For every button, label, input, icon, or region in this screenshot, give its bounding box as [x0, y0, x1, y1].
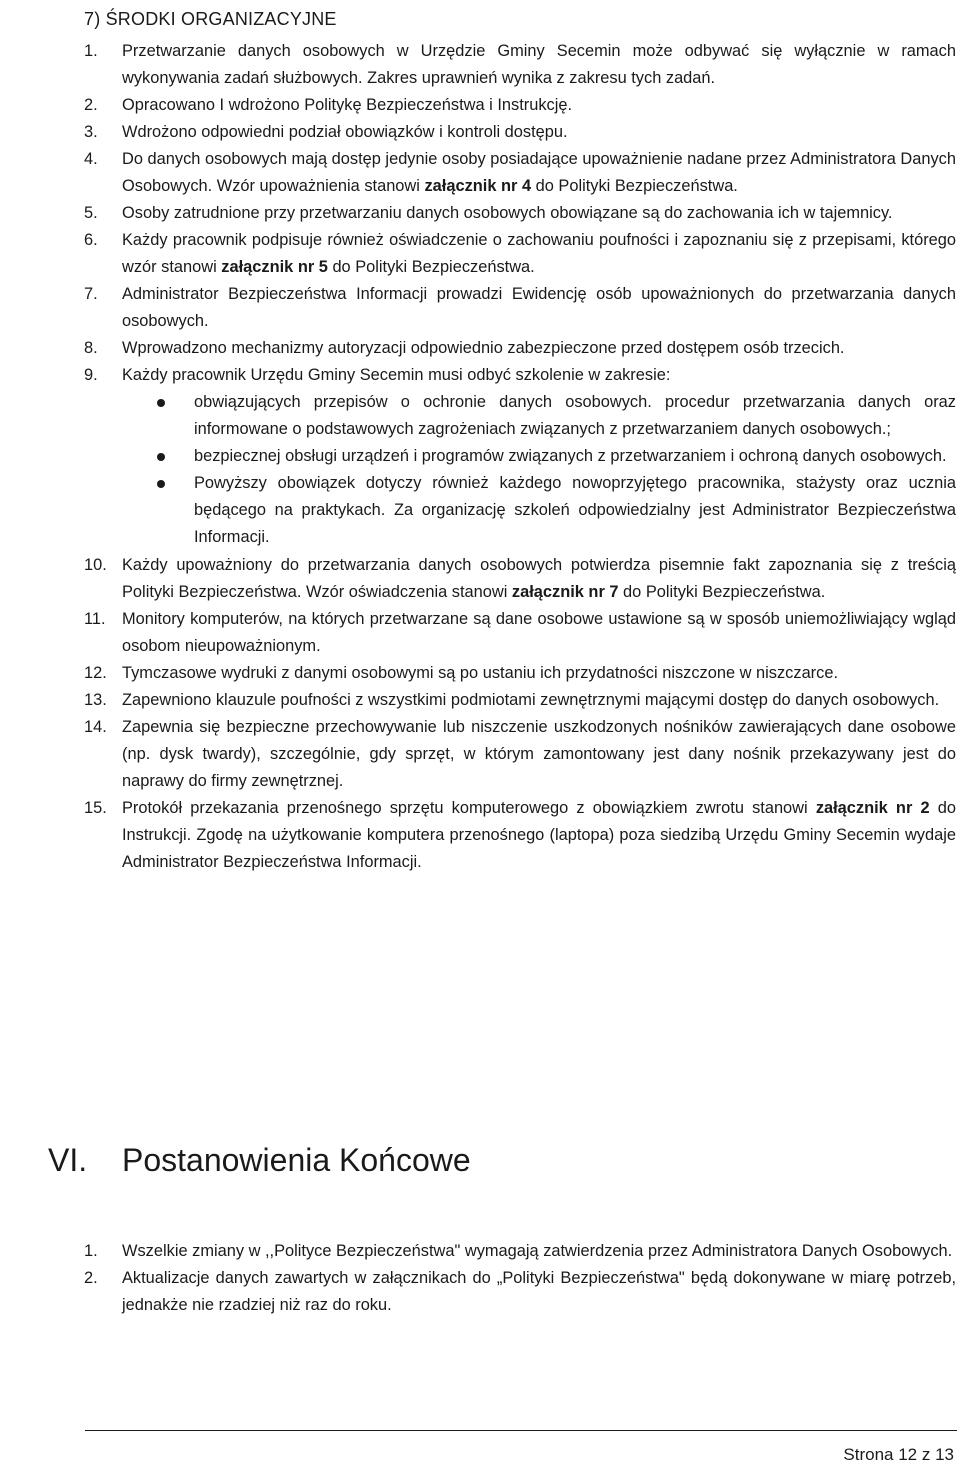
- list-item: [0, 38, 960, 92]
- list-item: [0, 227, 960, 281]
- item-number: 1.: [84, 1242, 98, 1260]
- item-text-continued: do Polityki Bezpieczeństwa.: [531, 177, 738, 195]
- item-number: 10.: [84, 556, 107, 574]
- item-text-continued: do Polityki Bezpieczeństwa.: [327, 258, 535, 276]
- item-number: 9.: [84, 366, 98, 384]
- bullet-item: [122, 443, 956, 470]
- item-text: Każdy upoważniony do przetwarzania danych osobowych potwierdza pisemnie fakt zapoznania się z treścią Polityki Bezpieczeństwa. Wzór oświadczenia stanowi: [122, 556, 956, 601]
- list-item: [0, 281, 960, 335]
- item-number: 5.: [84, 204, 98, 222]
- item-number: 2.: [84, 96, 98, 114]
- list-item: [0, 92, 960, 119]
- attachment-reference: załącznik nr 7: [511, 583, 619, 601]
- bullet-icon: [157, 453, 165, 461]
- item-text: Tymczasowe wydruki z danymi osobowymi są po ustaniu ich przydatności niszczone w niszczarce.: [122, 664, 839, 682]
- chapter-heading: [48, 1138, 471, 1182]
- list-item: [0, 1238, 960, 1265]
- final-provisions-list: [0, 1238, 960, 1319]
- item-text: Protokół przekazania przenośnego sprzętu komputerowego z obowiązkiem zwrotu stanowi: [122, 799, 816, 817]
- attachment-reference: załącznik nr 2: [815, 799, 930, 817]
- item-number: 1.: [84, 42, 98, 60]
- item-text: Do danych osobowych mają dostęp jedynie osoby posiadające upoważnienie nadane przez Administratora Danych Osobowych. Wzór upoważnienia stanowi: [122, 150, 956, 195]
- item-number: 2.: [84, 1269, 98, 1287]
- item-text: Monitory komputerów, na których przetwarzane są dane osobowe ustawione są w sposób uniemożliwiający wgląd osobom nieupoważnionym.: [122, 610, 956, 655]
- attachment-reference: załącznik nr 4: [424, 177, 532, 195]
- list-item: [0, 552, 960, 606]
- list-item: [0, 795, 960, 876]
- item-number: 15.: [84, 799, 107, 817]
- item-number: 8.: [84, 339, 98, 357]
- bullet-text: Powyższy obowiązek dotyczy również każdego nowoprzyjętego pracownika, stażysty oraz ucznia będącego na praktykach. Za organizację szkoleń odpowiedzialny jest Administrator Bezpieczeństwa Informacji.: [194, 474, 956, 546]
- list-item: [0, 687, 960, 714]
- item-number: 4.: [84, 150, 98, 168]
- footer-divider: [85, 1430, 957, 1431]
- item-text-continued: do Instrukcji. Zgodę na użytkowanie komputera przenośnego (laptopa) poza siedzibą Urzędu Gminy Secemin wydaje Administrator Bezpieczeństwa Informacji.: [122, 799, 956, 871]
- list-item: [0, 146, 960, 200]
- section-heading: 7) ŚRODKI ORGANIZACYJNE: [84, 9, 337, 29]
- item-number: 14.: [84, 718, 107, 736]
- item-text: Zapewnia się bezpieczne przechowywanie lub niszczenie uszkodzonych nośników zawierających dane osobowe (np. dysk twardy), szczególnie, gdy sprzęt, w którym zamontowany jest dany nośnik przekazywany jest do naprawy do firmy zewnętrznej.: [122, 718, 956, 790]
- item-text: Każdy pracownik Urzędu Gminy Secemin musi odbyć szkolenie w zakresie:: [122, 366, 671, 384]
- list-item: [0, 714, 960, 795]
- list-item: [0, 660, 960, 687]
- attachment-reference: załącznik nr 5: [221, 258, 328, 276]
- bullet-item: [122, 470, 956, 551]
- item-text: Aktualizacje danych zawartych w załącznikach do „Polityki Bezpieczeństwa" będą dokonywane w miarę potrzeb, jednakże nie rzadziej niż raz do roku.: [122, 1269, 956, 1314]
- item-number: 11.: [84, 610, 106, 628]
- item-text-continued: do Polityki Bezpieczeństwa.: [618, 583, 826, 601]
- item-number: 7.: [84, 285, 98, 303]
- bullet-text: obwiązujących przepisów o ochronie danych osobowych. procedur przetwarzania danych oraz informowane o podstawowych zagrożeniach związanych z przetwarzaniem danych osobowych.;: [194, 393, 956, 438]
- item-number: 6.: [84, 231, 98, 249]
- training-topics-list: [122, 389, 956, 551]
- list-item: [0, 119, 960, 146]
- item-text: Osoby zatrudnione przy przetwarzaniu danych osobowych obowiązane są do zachowania ich w tajemnicy.: [122, 204, 893, 222]
- item-text: Zapewniono klauzule poufności z wszystkimi podmiotami zewnętrznymi mającymi dostęp do danych osobowych.: [122, 691, 940, 709]
- organizational-measures-list: [0, 38, 960, 876]
- item-text: Wszelkie zmiany w ,,Polityce Bezpieczeństwa" wymagają zatwierdzenia przez Administratora Danych Osobowych.: [122, 1242, 953, 1260]
- item-number: 3.: [84, 123, 98, 141]
- list-item: [0, 335, 960, 362]
- list-item: [0, 200, 960, 227]
- list-item: [0, 362, 960, 551]
- item-text: Przetwarzanie danych osobowych w Urzędzie Gminy Secemin może odbywać się wyłącznie w ramach wykonywania zadań służbowych. Zakres uprawnień wynika z zakresu tych zadań.: [122, 42, 956, 87]
- list-item: [0, 606, 960, 660]
- item-number: 13.: [84, 691, 107, 709]
- chapter-title: Postanowienia Końcowe: [122, 1142, 471, 1178]
- bullet-icon: [157, 399, 165, 407]
- chapter-number: VI.: [48, 1142, 88, 1178]
- bullet-text: bezpiecznej obsługi urządzeń i programów związanych z przetwarzaniem i ochroną danych osobowych.: [194, 447, 947, 465]
- item-text: Wdrożono odpowiedni podział obowiązków i kontroli dostępu.: [122, 123, 568, 141]
- item-text: Każdy pracownik podpisuje również oświadczenie o zachowaniu poufności i zapoznaniu się z przepisami, którego wzór stanowi: [122, 231, 956, 276]
- item-number: 12.: [84, 664, 107, 682]
- page-number: Strona 12 z 13: [843, 1445, 954, 1464]
- bullet-item: [122, 389, 956, 443]
- item-text: Opracowano I wdrożono Politykę Bezpieczeństwa i Instrukcję.: [122, 96, 573, 114]
- item-text: Administrator Bezpieczeństwa Informacji prowadzi Ewidencję osób upoważnionych do przetwarzania danych osobowych.: [122, 285, 956, 330]
- list-item: [0, 1265, 960, 1319]
- item-text: Wprowadzono mechanizmy autoryzacji odpowiednio zabezpieczone przed dostępem osób trzecich.: [122, 339, 845, 357]
- bullet-icon: [157, 480, 165, 488]
